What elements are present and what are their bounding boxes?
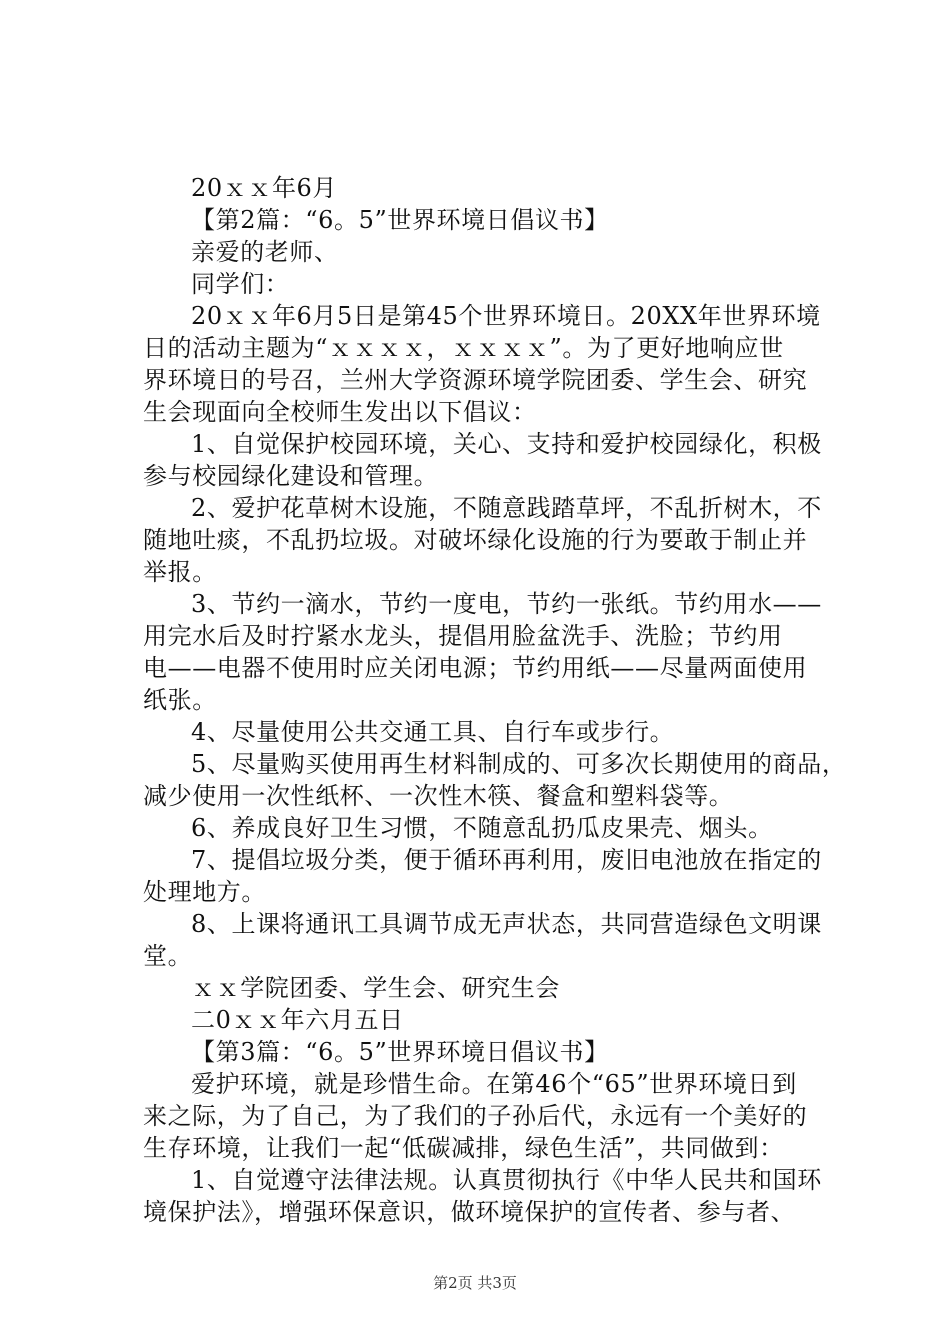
text-line: ｘｘ学院团委、学生会、研究生会 xyxy=(191,974,560,1002)
text-line: 用完水后及时拧紧水龙头，提倡用脸盆洗手、洗脸；节约用 xyxy=(143,622,783,650)
text-line: 二0ｘｘ年六月五日 xyxy=(191,1006,404,1034)
text-line: 境保护法》，增强环保意识，做环境保护的宣传者、参与者、 xyxy=(143,1198,796,1226)
text-line: 堂。 xyxy=(143,942,193,970)
text-line: 5、尽量购买使用再生材料制成的、可多次长期使用的商品， xyxy=(191,750,847,778)
text-line: 20ｘｘ年6月5日是第45个世界环境日。20XX年世界环境 xyxy=(191,302,821,330)
text-line: 参与校园绿化建设和管理。 xyxy=(143,462,439,490)
text-line: 界环境日的号召，兰州大学资源环境学院团委、学生会、研究 xyxy=(143,366,808,394)
text-line: 随地吐痰，不乱扔垃圾。对破坏绿化设施的行为要敢于制止并 xyxy=(143,526,808,554)
text-line: 2、爱护花草树木设施，不随意践踏草坪，不乱折树木，不 xyxy=(191,494,822,522)
text-line: 【第2篇：“6。5”世界环境日倡议书】 xyxy=(191,206,609,234)
text-line: 4、尽量使用公共交通工具、自行车或步行。 xyxy=(191,718,675,746)
text-line: 处理地方。 xyxy=(143,878,266,906)
text-line: 来之际，为了自己，为了我们的子孙后代，永远有一个美好的 xyxy=(143,1102,808,1130)
text-line: 7、提倡垃圾分类，便于循环再利用，废旧电池放在指定的 xyxy=(191,846,822,874)
text-line: 20ｘｘ年6月 xyxy=(191,174,338,202)
text-line: 举报。 xyxy=(143,558,217,586)
text-line: 日的活动主题为“ｘｘｘｘ，ｘｘｘｘ”。为了更好地响应世 xyxy=(143,334,784,362)
text-line: 生存环境，让我们一起“低碳减排，绿色生活”，共同做到： xyxy=(143,1134,784,1162)
page-footer xyxy=(0,1272,950,1293)
text-line: 生会现面向全校师生发出以下倡议： xyxy=(143,398,537,426)
text-line: 减少使用一次性纸杯、一次性木筷、餐盒和塑料袋等。 xyxy=(143,782,734,810)
page-number-label: 第2页 共3页 xyxy=(433,1274,517,1292)
text-line: 纸张。 xyxy=(143,686,217,714)
document-body xyxy=(143,172,847,1228)
text-line: 1、自觉保护校园环境，关心、支持和爱护校园绿化，积极 xyxy=(191,430,822,458)
text-line: 电——电器不使用时应关闭电源；节约用纸——尽量两面使用 xyxy=(143,654,808,682)
text-line: 爱护环境，就是珍惜生命。在第46个“65”世界环境日到 xyxy=(191,1070,797,1098)
text-line: 同学们： xyxy=(191,270,290,298)
text-line: 3、节约一滴水，节约一度电，节约一张纸。节约用水—— xyxy=(191,590,822,618)
text-line: 8、上课将通讯工具调节成无声状态，共同营造绿色文明课 xyxy=(191,910,822,938)
text-line: 1、自觉遵守法律法规。认真贯彻执行《中华人民共和国环 xyxy=(191,1166,822,1194)
text-line: 亲爱的老师、 xyxy=(191,238,339,266)
text-line: 6、养成良好卫生习惯，不随意乱扔瓜皮果壳、烟头。 xyxy=(191,814,773,842)
text-line: 【第3篇：“6。5”世界环境日倡议书】 xyxy=(191,1038,609,1066)
